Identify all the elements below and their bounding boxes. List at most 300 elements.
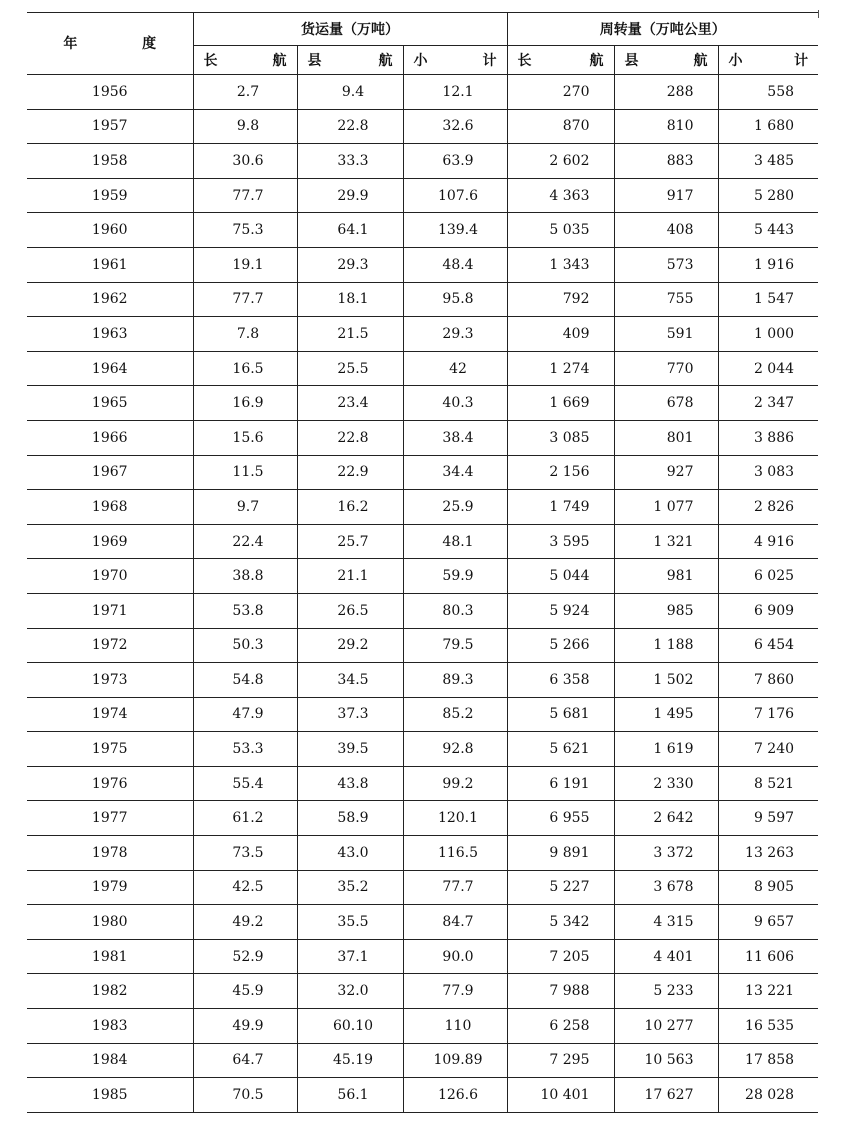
cell-value: 59.9 (442, 568, 474, 585)
turnover-county-cell (614, 524, 718, 559)
cell-value: 30.6 (232, 152, 264, 169)
table-row (27, 386, 818, 421)
turnover-county-cell (614, 490, 718, 525)
turnover-long-haul-cell (507, 455, 614, 490)
cargo-county-cell (297, 559, 403, 594)
cargo-county-cell (297, 282, 403, 317)
cell-value: 810 (666, 118, 694, 135)
turnover-subtotal-cell (718, 351, 818, 386)
cell-value: 17 858 (745, 1052, 795, 1069)
cargo-long-haul-cell (193, 766, 297, 801)
turnover-subtotal-cell (718, 386, 818, 421)
cell-value: 2 642 (653, 810, 694, 827)
cell-value: 49.2 (232, 914, 264, 931)
cell-value: 2 156 (549, 464, 590, 481)
turnover-long-haul-cell (507, 939, 614, 974)
cell-value: 92.8 (442, 741, 474, 758)
turnover-county-cell (614, 870, 718, 905)
cell-value: 13 221 (745, 983, 795, 1000)
turnover-header: 周转量（万吨公里） (507, 12, 818, 46)
cell-value: 6 454 (753, 637, 795, 654)
cell-value: 84.7 (442, 914, 474, 931)
cell-value: 1 680 (753, 118, 795, 135)
cell-value: 73.5 (232, 844, 264, 861)
cell-value: 77.9 (442, 983, 474, 1000)
year-cell: 1985 (27, 1078, 193, 1113)
cell-value: 11.5 (232, 464, 264, 481)
cell-value: 985 (666, 602, 694, 619)
cell-value: 1 188 (653, 637, 694, 654)
cell-value: 32.0 (337, 983, 369, 1000)
year-cell: 1976 (27, 766, 193, 801)
cargo-long-haul-cell (193, 1078, 297, 1113)
cell-value: 39.5 (337, 741, 369, 758)
cell-value: 1 669 (549, 395, 590, 412)
cell-value: 2 330 (653, 775, 694, 792)
cell-value: 29.3 (337, 256, 369, 273)
cargo-subtotal-cell (403, 905, 507, 940)
cell-value: 770 (666, 360, 694, 377)
turnover-county-cell (614, 663, 718, 698)
cell-value: 11 606 (745, 948, 795, 965)
cargo-subtotal-cell (403, 144, 507, 179)
year-cell: 1978 (27, 836, 193, 871)
cargo-county-cell (297, 213, 403, 248)
turnover-county-cell (614, 1078, 718, 1113)
table-row (27, 455, 818, 490)
cargo-subtotal-cell (403, 386, 507, 421)
cargo-county-cell (297, 524, 403, 559)
cell-value: 22.8 (337, 429, 369, 446)
cell-value: 110 (444, 1017, 472, 1034)
cargo-subtotal-cell (403, 317, 507, 352)
table-row (27, 1043, 818, 1078)
table-row (27, 732, 818, 767)
year-cell: 1963 (27, 317, 193, 352)
turnover-long-haul-cell (507, 836, 614, 871)
turnover-subtotal-cell (718, 1009, 818, 1044)
turnover-county-cell (614, 109, 718, 144)
turnover-long-haul-cell (507, 559, 614, 594)
turnover-long-haul-cell (507, 317, 614, 352)
cargo-county-cell (297, 351, 403, 386)
cell-value: 55.4 (232, 775, 264, 792)
cargo-county-cell (297, 386, 403, 421)
turnover-subtotal-cell (718, 1043, 818, 1078)
turnover-subtotal-cell (718, 593, 818, 628)
cargo-long-haul-cell (193, 1009, 297, 1044)
cell-value: 25.5 (337, 360, 369, 377)
cargo-subtotal-cell (403, 628, 507, 663)
turnover-long-haul-cell (507, 870, 614, 905)
turnover-subtotal-cell (718, 697, 818, 732)
turnover-long-haul-cell (507, 905, 614, 940)
cell-value: 288 (666, 83, 694, 100)
cargo-long-haul-cell (193, 144, 297, 179)
cell-value: 17 627 (644, 1087, 694, 1104)
cargo-long-haul-cell (193, 1043, 297, 1078)
cargo-county-cell (297, 490, 403, 525)
cell-value: 45.19 (332, 1052, 374, 1069)
cell-value: 1 502 (653, 671, 694, 688)
table-row (27, 490, 818, 525)
turnover-subtotal-cell (718, 178, 818, 213)
cell-value: 54.8 (232, 671, 264, 688)
cell-value: 1 321 (653, 533, 694, 550)
cell-value: 5 233 (653, 983, 694, 1000)
table-row (27, 628, 818, 663)
cargo-long-haul-cell (193, 247, 297, 282)
cargo-long-haul-cell (193, 628, 297, 663)
year-cell: 1974 (27, 697, 193, 732)
cargo-county-cell (297, 420, 403, 455)
cargo-county-cell (297, 247, 403, 282)
cargo-long-haul-cell (193, 178, 297, 213)
table-row (27, 351, 818, 386)
cell-value: 591 (666, 325, 694, 342)
turnover-long-haul-cell (507, 697, 614, 732)
header-char: 航 (378, 53, 393, 69)
cargo-county-cell (297, 663, 403, 698)
cargo-long-haul-cell (193, 939, 297, 974)
cargo-long-haul-cell (193, 317, 297, 352)
cell-value: 53.3 (232, 741, 264, 758)
cell-value: 16.5 (232, 360, 264, 377)
turnover-long-haul-cell (507, 663, 614, 698)
cell-value: 9.4 (341, 83, 365, 100)
cargo-county-cell (297, 697, 403, 732)
cell-value: 35.5 (337, 914, 369, 931)
turnover-long-haul-cell (507, 144, 614, 179)
cell-value: 558 (767, 83, 795, 100)
cell-value: 34.5 (337, 671, 369, 688)
table-row (27, 420, 818, 455)
cell-value: 60.10 (332, 1017, 374, 1034)
turnover-long-haul-cell (507, 420, 614, 455)
cargo-county-cell (297, 628, 403, 663)
cell-value: 10 277 (644, 1017, 694, 1034)
cell-value: 7 176 (753, 706, 795, 723)
turnover-subtotal-cell (718, 663, 818, 698)
table-row (27, 939, 818, 974)
year-cell: 1973 (27, 663, 193, 698)
header-char: 计 (482, 53, 497, 69)
cargo-long-haul-cell (193, 490, 297, 525)
cell-value: 29.3 (442, 325, 474, 342)
table-row (27, 905, 818, 940)
cell-value: 16 535 (745, 1017, 795, 1034)
cell-value: 1 274 (549, 360, 590, 377)
turnover-county-cell (614, 766, 718, 801)
turnover-county-cell (614, 974, 718, 1009)
cargo-long-haul-header (193, 46, 297, 75)
cell-value: 40.3 (442, 395, 474, 412)
turnover-county-cell (614, 697, 718, 732)
cargo-subtotal-cell (403, 593, 507, 628)
cell-value: 22.9 (337, 464, 369, 481)
turnover-long-haul-cell (507, 213, 614, 248)
cell-value: 109.89 (433, 1052, 483, 1069)
cell-value: 927 (666, 464, 694, 481)
cell-value: 792 (562, 291, 590, 308)
turnover-subtotal-cell (718, 732, 818, 767)
cell-value: 6 955 (549, 810, 590, 827)
cell-value: 981 (666, 568, 694, 585)
cell-value: 7 295 (549, 1052, 590, 1069)
table-row (27, 524, 818, 559)
cell-value: 64.1 (337, 222, 369, 239)
cell-value: 25.7 (337, 533, 369, 550)
cell-value: 6 191 (549, 775, 590, 792)
turnover-long-haul-header (507, 46, 614, 75)
cargo-subtotal-cell (403, 801, 507, 836)
cargo-long-haul-cell (193, 732, 297, 767)
cell-value: 23.4 (337, 395, 369, 412)
turnover-subtotal-cell (718, 559, 818, 594)
year-cell: 1966 (27, 420, 193, 455)
cargo-long-haul-cell (193, 905, 297, 940)
cell-value: 5 266 (549, 637, 590, 654)
turnover-subtotal-cell (718, 628, 818, 663)
cargo-county-cell (297, 455, 403, 490)
cargo-subtotal-cell (403, 1078, 507, 1113)
cargo-subtotal-cell (403, 836, 507, 871)
cell-value: 1 343 (549, 256, 590, 273)
cell-value: 80.3 (442, 602, 474, 619)
cell-value: 75.3 (232, 222, 264, 239)
cargo-long-haul-cell (193, 697, 297, 732)
turnover-county-cell (614, 420, 718, 455)
cell-value: 95.8 (442, 291, 474, 308)
cell-value: 21.5 (337, 325, 369, 342)
turnover-subtotal-cell (718, 213, 818, 248)
cell-value: 1 077 (653, 498, 694, 515)
turnover-subtotal-cell (718, 420, 818, 455)
cell-value: 19.1 (232, 256, 264, 273)
cargo-subtotal-cell (403, 697, 507, 732)
cell-value: 3 085 (549, 429, 590, 446)
turnover-county-cell (614, 144, 718, 179)
cell-value: 3 372 (653, 844, 694, 861)
turnover-county-header (614, 46, 718, 75)
cargo-long-haul-cell (193, 524, 297, 559)
cargo-long-haul-cell (193, 386, 297, 421)
table-row (27, 559, 818, 594)
table-row (27, 766, 818, 801)
cargo-subtotal-cell (403, 490, 507, 525)
cargo-county-cell (297, 178, 403, 213)
turnover-county-cell (614, 282, 718, 317)
table-row (27, 663, 818, 698)
cell-value: 1 619 (653, 741, 694, 758)
cell-value: 77.7 (442, 879, 474, 896)
cell-value: 2 602 (549, 152, 590, 169)
turnover-subtotal-cell (718, 766, 818, 801)
cell-value: 22.8 (337, 118, 369, 135)
cell-value: 5 681 (549, 706, 590, 723)
cell-value: 85.2 (442, 706, 474, 723)
turnover-long-haul-cell (507, 490, 614, 525)
cargo-subtotal-cell (403, 213, 507, 248)
cell-value: 56.1 (337, 1087, 369, 1104)
cell-value: 38.8 (232, 568, 264, 585)
turnover-subtotal-header (718, 46, 818, 75)
cell-value: 25.9 (442, 498, 474, 515)
year-cell: 1956 (27, 75, 193, 110)
turnover-subtotal-cell (718, 317, 818, 352)
turnover-county-cell (614, 559, 718, 594)
turnover-county-cell (614, 801, 718, 836)
cell-value: 70.5 (232, 1087, 264, 1104)
cell-value: 3 678 (653, 879, 694, 896)
turnover-long-haul-cell (507, 974, 614, 1009)
table-row (27, 178, 818, 213)
turnover-county-cell (614, 732, 718, 767)
turnover-county-cell (614, 939, 718, 974)
cell-value: 5 035 (549, 222, 590, 239)
cell-value: 2.7 (236, 83, 260, 100)
table-row (27, 1078, 818, 1113)
table-row (27, 1009, 818, 1044)
year-cell: 1957 (27, 109, 193, 144)
header-char: 计 (794, 53, 809, 69)
turnover-subtotal-cell (718, 905, 818, 940)
header-char: 航 (693, 53, 708, 69)
cargo-county-cell (297, 1009, 403, 1044)
cell-value: 5 227 (549, 879, 590, 896)
cell-value: 573 (666, 256, 694, 273)
header-char: 航 (272, 53, 287, 69)
cell-value: 116.5 (437, 844, 479, 861)
cell-value: 7 205 (549, 948, 590, 965)
year-cell: 1980 (27, 905, 193, 940)
cell-value: 47.9 (232, 706, 264, 723)
header-char: 县 (307, 53, 322, 69)
cell-value: 1 749 (549, 498, 590, 515)
cargo-subtotal-cell (403, 870, 507, 905)
turnover-subtotal-cell (718, 939, 818, 974)
turnover-long-haul-cell (507, 178, 614, 213)
cargo-subtotal-cell (403, 732, 507, 767)
turnover-county-cell (614, 1043, 718, 1078)
turnover-county-cell (614, 628, 718, 663)
year-cell: 1967 (27, 455, 193, 490)
year-cell: 1984 (27, 1043, 193, 1078)
cell-value: 7 240 (753, 741, 795, 758)
year-cell: 1958 (27, 144, 193, 179)
cell-value: 63.9 (442, 152, 474, 169)
cell-value: 917 (666, 187, 694, 204)
cargo-subtotal-cell (403, 766, 507, 801)
cell-value: 50.3 (232, 637, 264, 654)
cell-value: 64.7 (232, 1052, 264, 1069)
cell-value: 8 905 (753, 879, 795, 896)
cell-value: 270 (562, 83, 590, 100)
turnover-subtotal-cell (718, 490, 818, 525)
cell-value: 42.5 (232, 879, 264, 896)
cargo-subtotal-header (403, 46, 507, 75)
turnover-long-haul-cell (507, 766, 614, 801)
header-char: 长 (517, 53, 532, 69)
table-row (27, 109, 818, 144)
cell-value: 9.7 (236, 498, 260, 515)
shipping-statistics-table (27, 12, 818, 1113)
cargo-subtotal-cell (403, 282, 507, 317)
table-row (27, 801, 818, 836)
table-row (27, 282, 818, 317)
cell-value: 16.9 (232, 395, 264, 412)
cell-value: 32.6 (442, 118, 474, 135)
edge-mark (818, 10, 819, 18)
cell-value: 408 (666, 222, 694, 239)
turnover-long-haul-cell (507, 628, 614, 663)
table-row (27, 75, 818, 110)
cell-value: 28 028 (745, 1087, 795, 1104)
cell-value: 43.0 (337, 844, 369, 861)
header-char: 长 (203, 53, 218, 69)
cargo-long-haul-cell (193, 455, 297, 490)
turnover-county-cell (614, 351, 718, 386)
header-char: 小 (728, 53, 743, 69)
cargo-subtotal-cell (403, 109, 507, 144)
cell-value: 4 315 (653, 914, 694, 931)
cell-value: 12.1 (442, 83, 474, 100)
table-row (27, 144, 818, 179)
cargo-county-cell (297, 870, 403, 905)
year-cell: 1960 (27, 213, 193, 248)
cell-value: 801 (666, 429, 694, 446)
cargo-subtotal-cell (403, 351, 507, 386)
year-cell: 1962 (27, 282, 193, 317)
turnover-subtotal-cell (718, 801, 818, 836)
cargo-long-haul-cell (193, 870, 297, 905)
cargo-county-cell (297, 1043, 403, 1078)
turnover-long-haul-cell (507, 801, 614, 836)
table-row (27, 593, 818, 628)
turnover-subtotal-cell (718, 247, 818, 282)
cell-value: 107.6 (437, 187, 479, 204)
table-row (27, 974, 818, 1009)
cargo-county-cell (297, 109, 403, 144)
cell-value: 10 563 (644, 1052, 694, 1069)
cell-value: 10 401 (540, 1087, 590, 1104)
cargo-long-haul-cell (193, 351, 297, 386)
cell-value: 33.3 (337, 152, 369, 169)
turnover-subtotal-cell (718, 144, 818, 179)
cargo-subtotal-cell (403, 455, 507, 490)
turnover-long-haul-cell (507, 351, 614, 386)
cargo-subtotal-cell (403, 1009, 507, 1044)
cargo-long-haul-cell (193, 420, 297, 455)
cell-value: 37.3 (337, 706, 369, 723)
cargo-long-haul-cell (193, 663, 297, 698)
cell-value: 4 916 (753, 533, 795, 550)
cargo-county-header (297, 46, 403, 75)
cargo-subtotal-cell (403, 1043, 507, 1078)
cargo-subtotal-cell (403, 663, 507, 698)
table-row (27, 247, 818, 282)
turnover-county-cell (614, 1009, 718, 1044)
cell-value: 48.4 (442, 256, 474, 273)
turnover-county-cell (614, 178, 718, 213)
year-cell: 1965 (27, 386, 193, 421)
cargo-subtotal-cell (403, 420, 507, 455)
cell-value: 6 258 (549, 1017, 590, 1034)
cargo-long-haul-cell (193, 109, 297, 144)
cell-value: 6 358 (549, 671, 590, 688)
table-row (27, 213, 818, 248)
year-cell: 1975 (27, 732, 193, 767)
